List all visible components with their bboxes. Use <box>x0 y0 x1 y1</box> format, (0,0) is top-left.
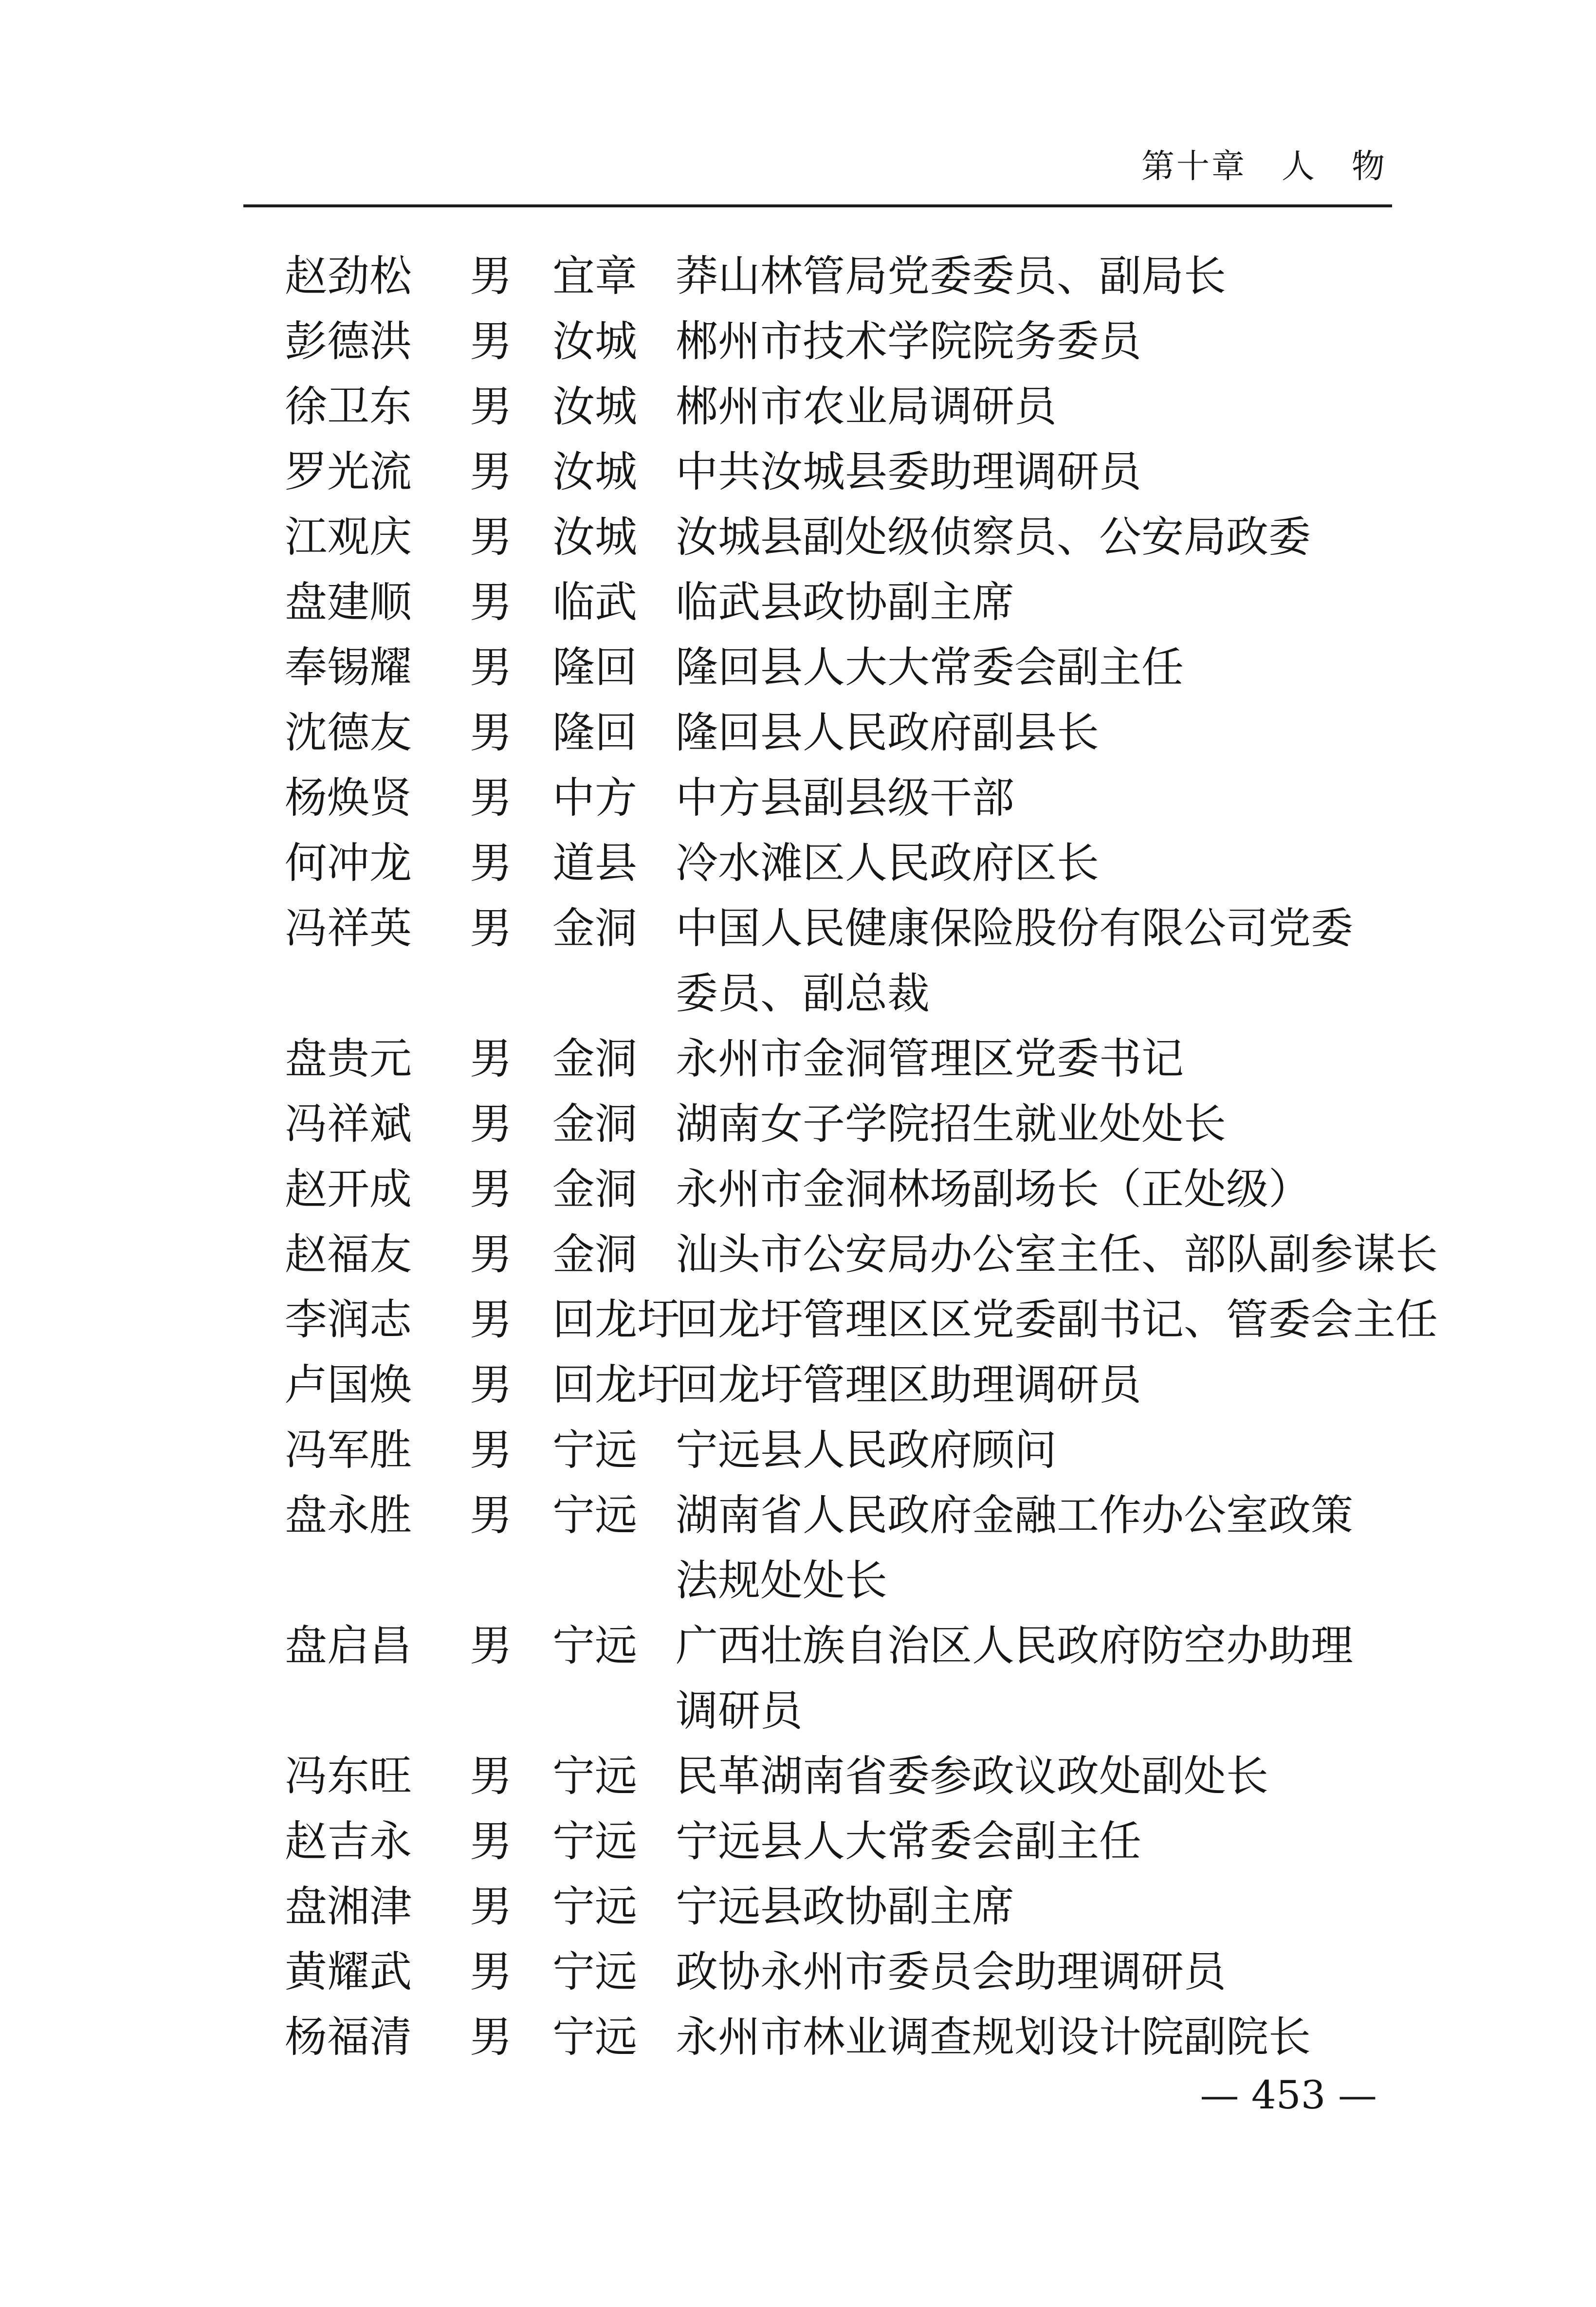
person-position <box>676 504 1404 569</box>
roster-entry <box>285 439 1404 504</box>
person-sex: 男 <box>470 512 512 562</box>
person-position <box>676 1417 1404 1483</box>
person-name: 徐卫东 <box>285 382 412 431</box>
person-sex: 男 <box>470 1947 512 1996</box>
person-sex: 男 <box>470 447 512 496</box>
position-line: 汕头市公安局办公室主任、部队副参谋长 <box>676 1229 1438 1279</box>
person-position <box>676 1809 1404 1874</box>
person-position <box>676 700 1404 765</box>
person-hometown: 宁远 <box>552 1621 637 1670</box>
roster-entry <box>285 1352 1404 1417</box>
person-hometown: 宁远 <box>552 1947 637 1996</box>
person-hometown: 汝城 <box>552 382 637 431</box>
person-hometown: 宁远 <box>552 1490 637 1540</box>
person-sex: 男 <box>470 1099 512 1149</box>
person-sex: 男 <box>470 1360 512 1410</box>
person-hometown: 宜章 <box>552 251 637 301</box>
person-name: 赵福友 <box>285 1229 412 1279</box>
person-name: 冯祥斌 <box>285 1099 412 1149</box>
person-position <box>676 1026 1404 1091</box>
person-sex: 男 <box>470 708 512 757</box>
person-hometown: 宁远 <box>552 1882 637 1931</box>
position-line: 回龙圩管理区区党委副书记、管委会主任 <box>676 1295 1438 1344</box>
personnel-roster <box>285 243 1438 2069</box>
person-hometown: 宁远 <box>552 1425 637 1475</box>
position-line: 宁远县人大常委会副主任 <box>676 1816 1141 1866</box>
position-line: 中共汝城县委助理调研员 <box>676 447 1141 496</box>
person-name: 奉锡耀 <box>285 642 412 692</box>
person-hometown: 汝城 <box>552 512 637 562</box>
person-hometown: 金洞 <box>552 1164 637 1214</box>
person-sex: 男 <box>470 1490 512 1540</box>
position-line: 隆回县人民政府副县长 <box>676 708 1099 757</box>
person-sex: 男 <box>470 382 512 431</box>
position-line: 调研员 <box>676 1686 803 1736</box>
person-sex: 男 <box>470 838 512 888</box>
person-name: 盘启昌 <box>285 1621 412 1670</box>
person-sex: 男 <box>470 1034 512 1083</box>
person-name: 罗光流 <box>285 447 412 496</box>
roster-entry <box>285 896 1404 1026</box>
person-sex: 男 <box>470 1164 512 1214</box>
person-sex: 男 <box>470 773 512 823</box>
position-line: 中国人民健康保险股份有限公司党委 <box>676 903 1353 953</box>
position-line: 委员、副总裁 <box>676 969 930 1018</box>
person-hometown: 宁远 <box>552 2012 637 2062</box>
header-rule <box>243 204 1392 207</box>
person-position <box>676 896 1404 1026</box>
person-sex: 男 <box>470 316 512 366</box>
person-name: 冯东旺 <box>285 1751 412 1801</box>
position-line: 永州市金洞林场副场长（正处级） <box>676 1164 1311 1214</box>
person-hometown: 临武 <box>552 577 637 627</box>
position-line: 隆回县人大大常委会副主任 <box>676 642 1184 692</box>
person-sex: 男 <box>470 1621 512 1670</box>
person-sex: 男 <box>470 2012 512 2062</box>
person-name: 盘湘津 <box>285 1882 412 1931</box>
person-name: 冯祥英 <box>285 903 412 953</box>
person-position <box>676 1874 1404 1939</box>
person-sex: 男 <box>470 1425 512 1475</box>
person-position <box>676 439 1404 504</box>
person-position <box>676 1613 1404 1743</box>
person-position <box>676 1287 1438 1352</box>
person-name: 彭德洪 <box>285 316 412 366</box>
person-hometown: 金洞 <box>552 1229 637 1279</box>
roster-entry <box>285 765 1404 830</box>
roster-entry <box>285 504 1404 569</box>
position-line: 湖南女子学院招生就业处处长 <box>676 1099 1226 1149</box>
position-line: 中方县副县级干部 <box>676 773 1014 823</box>
person-name: 杨福清 <box>285 2012 412 2062</box>
person-name: 江观庆 <box>285 512 412 562</box>
person-position <box>676 1939 1404 2004</box>
person-name: 杨焕贤 <box>285 773 412 823</box>
running-head: 第十章 人 物 <box>1141 147 1387 186</box>
person-sex: 男 <box>470 1295 512 1344</box>
roster-entry <box>285 2004 1404 2069</box>
roster-entry <box>285 1809 1404 1874</box>
person-hometown: 中方 <box>552 773 637 823</box>
person-name: 沈德友 <box>285 708 412 757</box>
position-line: 冷水滩区人民政府区长 <box>676 838 1099 888</box>
roster-entry <box>285 1222 1438 1287</box>
person-position <box>676 1091 1404 1156</box>
person-hometown: 金洞 <box>552 1099 637 1149</box>
roster-entry <box>285 1026 1404 1091</box>
position-line: 湖南省人民政府金融工作办公室政策 <box>676 1490 1353 1540</box>
roster-entry <box>285 569 1404 635</box>
position-line: 政协永州市委员会助理调研员 <box>676 1947 1226 1996</box>
position-line: 汝城县副处级侦察员、公安局政委 <box>676 512 1311 562</box>
roster-entry <box>285 243 1404 309</box>
roster-entry <box>285 1939 1404 2004</box>
person-hometown: 道县 <box>552 838 637 888</box>
person-sex: 男 <box>470 1229 512 1279</box>
person-hometown: 汝城 <box>552 316 637 366</box>
person-sex: 男 <box>470 903 512 953</box>
person-name: 赵开成 <box>285 1164 412 1214</box>
roster-entry <box>285 1417 1404 1483</box>
position-line: 临武县政协副主席 <box>676 577 1014 627</box>
position-line: 回龙圩管理区助理调研员 <box>676 1360 1141 1410</box>
person-position <box>676 243 1404 309</box>
person-position <box>676 1743 1404 1809</box>
position-line: 永州市金洞管理区党委书记 <box>676 1034 1184 1083</box>
person-hometown: 回龙圩 <box>552 1295 679 1344</box>
person-name: 李润志 <box>285 1295 412 1344</box>
roster-entry <box>285 1743 1404 1809</box>
roster-entry <box>285 635 1404 700</box>
person-hometown: 隆回 <box>552 708 637 757</box>
person-name: 盘贵元 <box>285 1034 412 1083</box>
person-sex: 男 <box>470 577 512 627</box>
position-line: 法规处处长 <box>676 1556 887 1605</box>
roster-entry <box>285 830 1404 896</box>
person-position <box>676 309 1404 374</box>
person-hometown: 宁远 <box>552 1751 637 1801</box>
roster-entry <box>285 1091 1404 1156</box>
roster-entry <box>285 374 1404 439</box>
person-position <box>676 1352 1404 1417</box>
person-hometown: 金洞 <box>552 903 637 953</box>
roster-entry <box>285 309 1404 374</box>
person-name: 赵吉永 <box>285 1816 412 1866</box>
person-position <box>676 1483 1404 1613</box>
roster-entry <box>285 1483 1404 1613</box>
person-sex: 男 <box>470 251 512 301</box>
roster-entry <box>285 700 1404 765</box>
person-hometown: 回龙圩 <box>552 1360 679 1410</box>
position-line: 莽山林管局党委委员、副局长 <box>676 251 1226 301</box>
person-position <box>676 765 1404 830</box>
position-line: 郴州市农业局调研员 <box>676 382 1057 431</box>
person-position <box>676 635 1404 700</box>
position-line: 民革湖南省委参政议政处副处长 <box>676 1751 1268 1801</box>
roster-entry <box>285 1156 1404 1222</box>
position-line: 郴州市技术学院院务委员 <box>676 316 1141 366</box>
person-sex: 男 <box>470 642 512 692</box>
position-line: 永州市林业调查规划设计院副院长 <box>676 2012 1311 2062</box>
person-name: 冯军胜 <box>285 1425 412 1475</box>
person-name: 盘建顺 <box>285 577 412 627</box>
person-position <box>676 569 1404 635</box>
person-name: 盘永胜 <box>285 1490 412 1540</box>
page-number: — 453 — <box>1200 2072 1377 2118</box>
person-sex: 男 <box>470 1751 512 1801</box>
person-name: 赵劲松 <box>285 251 412 301</box>
person-hometown: 宁远 <box>552 1816 637 1866</box>
person-sex: 男 <box>470 1882 512 1931</box>
person-hometown: 金洞 <box>552 1034 637 1083</box>
person-position <box>676 374 1404 439</box>
position-line: 宁远县人民政府顾问 <box>676 1425 1057 1475</box>
position-line: 宁远县政协副主席 <box>676 1882 1014 1931</box>
person-position <box>676 830 1404 896</box>
person-hometown: 隆回 <box>552 642 637 692</box>
roster-entry <box>285 1613 1404 1743</box>
person-name: 卢国焕 <box>285 1360 412 1410</box>
person-position <box>676 2004 1404 2069</box>
person-position <box>676 1156 1404 1222</box>
roster-entry <box>285 1874 1404 1939</box>
person-position <box>676 1222 1438 1287</box>
person-name: 何冲龙 <box>285 838 412 888</box>
person-sex: 男 <box>470 1816 512 1866</box>
roster-entry <box>285 1287 1438 1352</box>
person-name: 黄耀武 <box>285 1947 412 1996</box>
person-hometown: 汝城 <box>552 447 637 496</box>
position-line: 广西壮族自治区人民政府防空办助理 <box>676 1621 1353 1670</box>
